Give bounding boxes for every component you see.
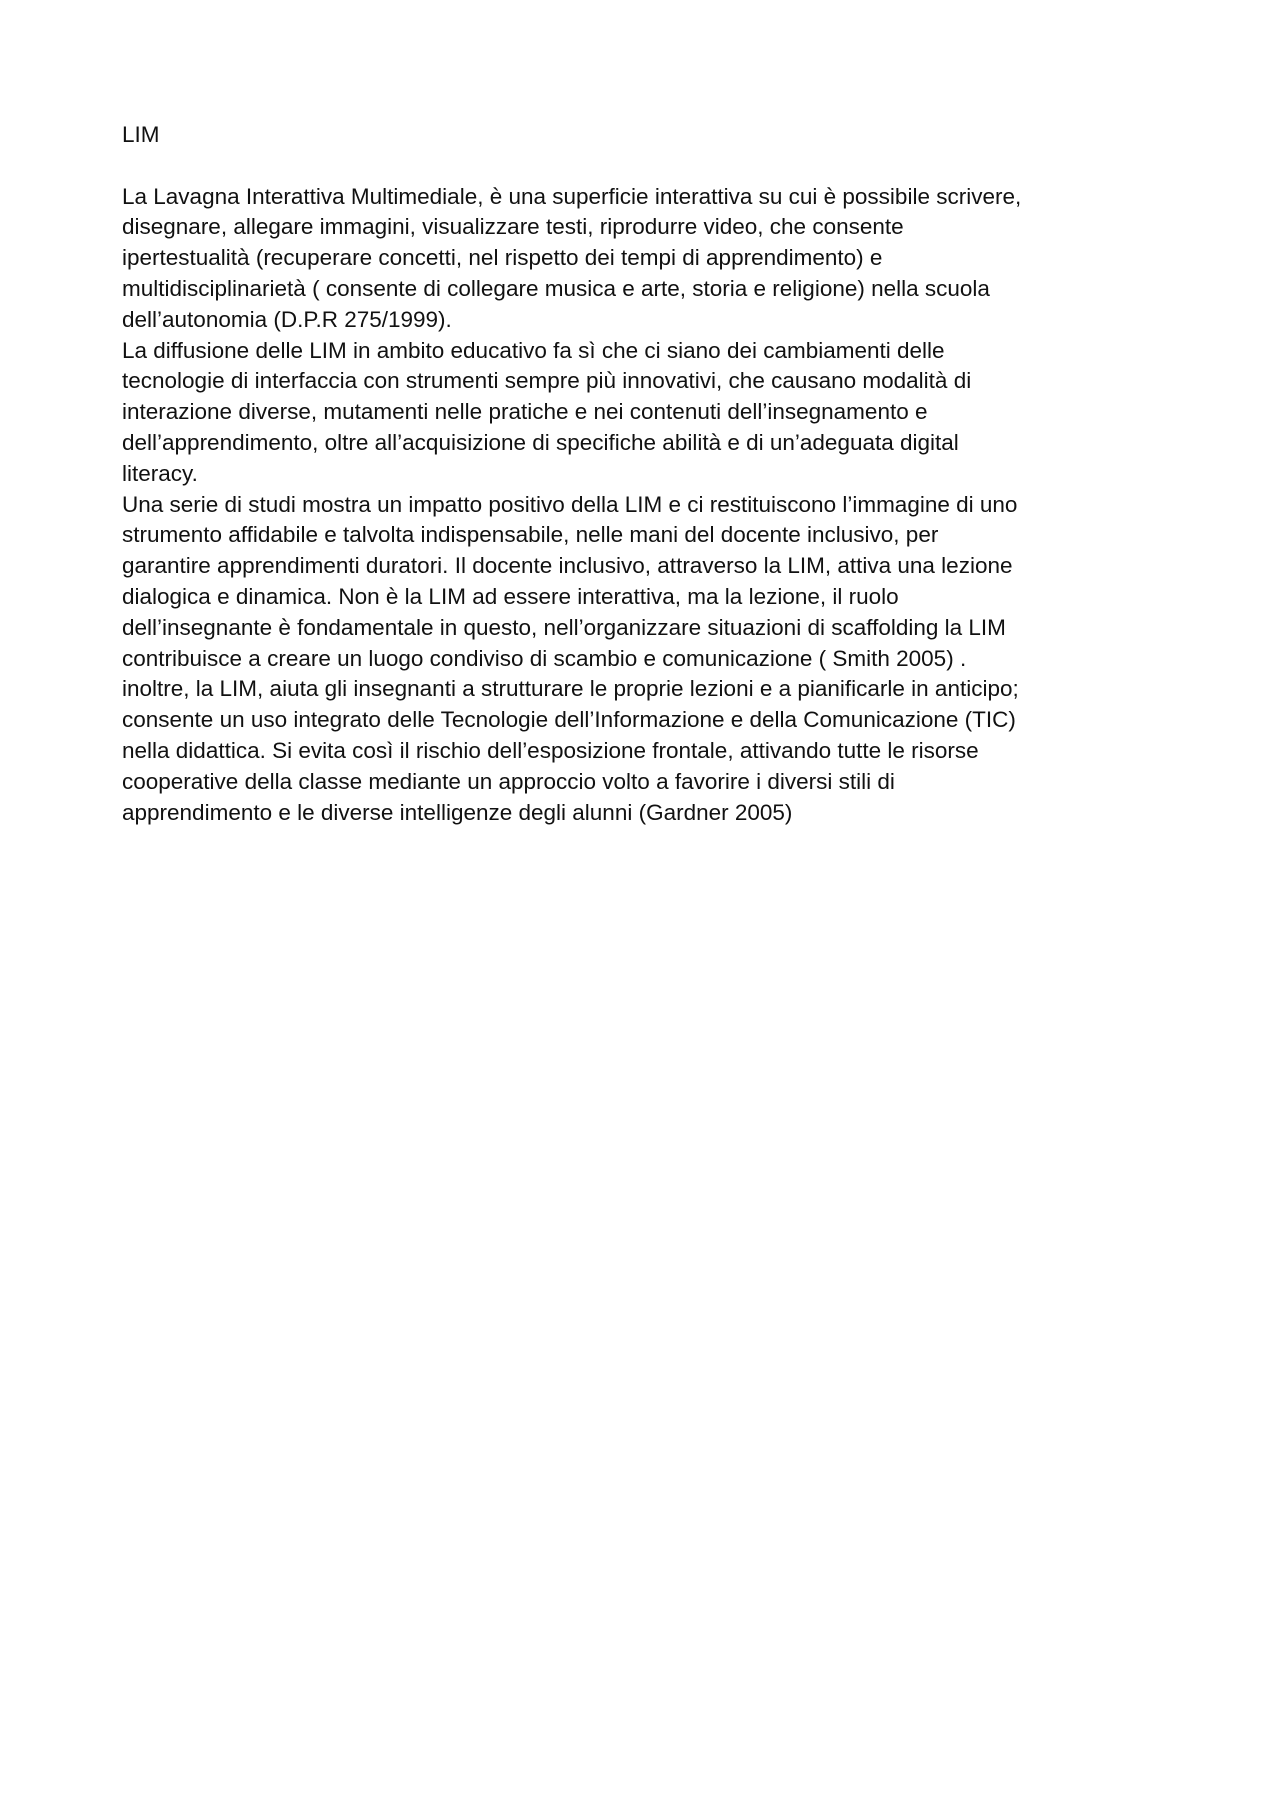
text-line: dell’apprendimento, oltre all’acquisizione di specifiche abilità e di un’adeguata digital (122, 429, 959, 455)
text-line: contribuisce a creare un luogo condiviso di scambio e comunicazione ( Smith 2005) . (122, 645, 967, 671)
text-line: literacy. (122, 460, 198, 486)
text-line: apprendimento e le diverse intelligenze degli alunni (Gardner 2005) (122, 799, 793, 825)
text-line: dell’autonomia (D.P.R 275/1999). (122, 306, 452, 332)
text-line: nella didattica. Si evita così il rischio dell’esposizione frontale, attivando tutte le risorse (122, 737, 979, 763)
document-text (122, 182, 1162, 829)
document-body (122, 120, 1162, 828)
text-line: dialogica e dinamica. Non è la LIM ad essere interattiva, ma la lezione, il ruolo (122, 583, 899, 609)
text-line: multidisciplinarietà ( consente di collegare musica e arte, storia e religione) nella scuola (122, 275, 990, 301)
text-line: strumento affidabile e talvolta indispensabile, nelle mani del docente inclusivo, per (122, 522, 939, 548)
text-line: inoltre, la LIM, aiuta gli insegnanti a strutturare le proprie lezioni e a pianificarle in anticipo; (122, 676, 1019, 702)
text-line: garantire apprendimenti duratori. Il docente inclusivo, attraverso la LIM, attiva una lezione (122, 553, 1013, 579)
text-line: disegnare, allegare immagini, visualizzare testi, riprodurre video, che consente (122, 214, 904, 240)
text-line: La Lavagna Interattiva Multimediale, è una superficie interattiva su cui è possibile scrivere, (122, 183, 1022, 209)
text-line: interazione diverse, mutamenti nelle pratiche e nei contenuti dell’insegnamento e (122, 399, 928, 425)
text-line: cooperative della classe mediante un approccio volto a favorire i diversi stili di (122, 768, 895, 794)
text-line: Una serie di studi mostra un impatto positivo della LIM e ci restituiscono l’immagine di uno (122, 491, 1018, 517)
text-line: consente un uso integrato delle Tecnologie dell’Informazione e della Comunicazione (TIC) (122, 707, 1016, 733)
text-line: tecnologie di interfaccia con strumenti sempre più innovativi, che causano modalità di (122, 368, 972, 394)
text-line: dell’insegnante è fondamentale in questo, nell’organizzare situazioni di scaffolding la LIM (122, 614, 1006, 640)
document-title: LIM (122, 122, 160, 147)
text-line: ipertestualità (recuperare concetti, nel rispetto dei tempi di apprendimento) e (122, 245, 883, 271)
text-line: La diffusione delle LIM in ambito educativo fa sì che ci siano dei cambiamenti delle (122, 337, 945, 363)
